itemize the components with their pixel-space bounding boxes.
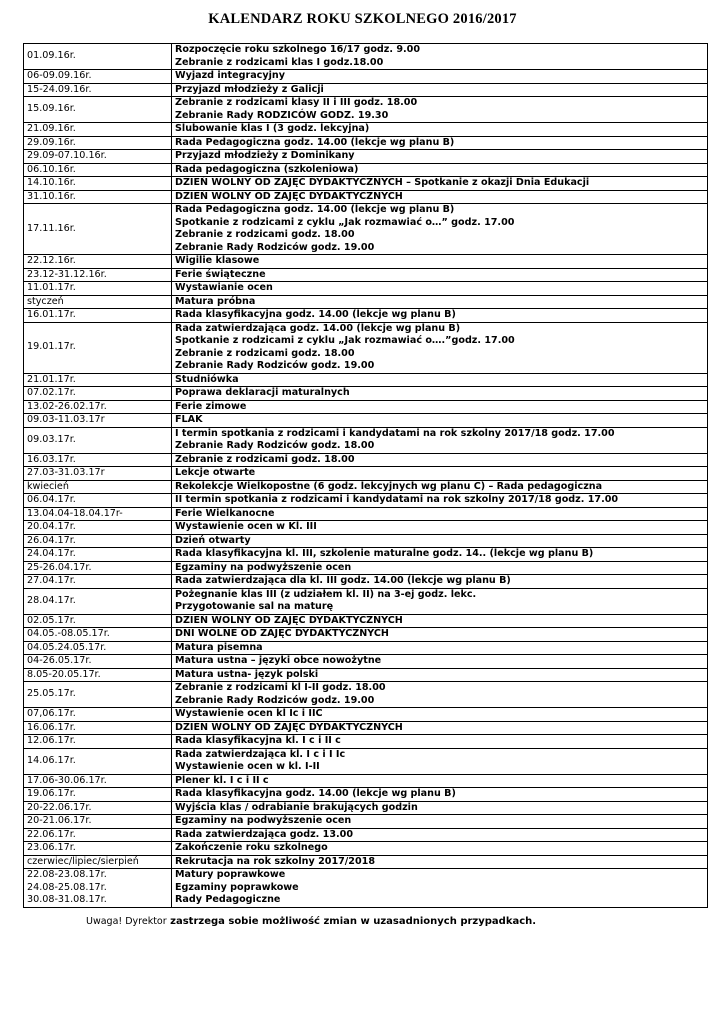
date-cell — [24, 815, 172, 829]
date-line: 12.06.17r. — [27, 735, 76, 746]
event-cell — [172, 83, 708, 97]
event-line: Rada pedagogiczna (szkoleniowa) — [175, 163, 359, 175]
event-line: Matura ustna – języki obce nowożytne — [175, 655, 382, 666]
date-cell — [24, 614, 172, 628]
table-row — [24, 309, 708, 323]
event-cell — [172, 721, 708, 735]
date-cell — [24, 655, 172, 669]
date-line: 07,06.17r. — [27, 708, 76, 719]
footer-note-lead: Uwaga! Dyrektor — [86, 916, 167, 927]
event-cell — [172, 295, 708, 309]
date-line: 06.10.16r. — [27, 163, 76, 175]
date-line: 15.09.16r. — [27, 103, 76, 115]
event-line: Wystawienie ocen w Kl. III — [175, 521, 317, 532]
table-row — [24, 682, 708, 708]
event-line: Przygotowanie sal na maturę — [175, 601, 334, 612]
event-cell — [172, 480, 708, 494]
date-cell — [24, 668, 172, 682]
date-cell — [24, 400, 172, 414]
date-line: 13.02-26.02.17r. — [27, 400, 107, 412]
event-line: Zebranie z rodzicami klas I godz.18.00 — [175, 56, 384, 68]
event-line: Rada klasyfikacyjna kl. I c i II c — [175, 735, 341, 746]
date-cell — [24, 163, 172, 177]
date-cell — [24, 774, 172, 788]
event-cell — [172, 588, 708, 614]
date-line: 20.04.17r. — [27, 521, 76, 532]
table-row — [24, 628, 708, 642]
event-line: Rada zatwierdzająca dla kl. III godz. 14.00 (lekcje wg planu B) — [175, 575, 511, 586]
date-cell — [24, 641, 172, 655]
table-row — [24, 190, 708, 204]
event-line: Rada Pedagogiczna godz. 14.00 (lekcje wg planu B) — [175, 136, 455, 148]
page-title: KALENDARZ ROKU SZKOLNEGO 2016/2017 — [208, 11, 517, 27]
date-line: 09.03-11.03.17r — [27, 414, 105, 425]
event-line: Matura próbna — [175, 295, 256, 307]
event-line: Rekolekcje Wielkopostne (6 godz. lekcyjnych wg planu Ć) – Rada pedagogiczna — [175, 480, 603, 492]
event-cell — [172, 123, 708, 137]
date-line: 01.09.16r. — [27, 50, 76, 62]
event-cell — [172, 521, 708, 535]
event-line: Egzaminy na podwyższenie ocen — [175, 561, 352, 573]
event-line: Zebranie z rodzicami klasy II i III godz. 18.00 — [175, 97, 418, 108]
date-line: 11.01.17r. — [27, 282, 76, 293]
date-line: 27.03-31.03.17r — [27, 467, 105, 478]
event-cell — [172, 561, 708, 575]
table-row — [24, 480, 708, 494]
date-line: 06-09.09.16r. — [27, 70, 92, 81]
date-line: styczeń — [27, 295, 64, 307]
table-row — [24, 588, 708, 614]
event-line: FLAK — [175, 414, 203, 425]
event-cell — [172, 414, 708, 428]
table-row — [24, 322, 708, 373]
event-cell — [172, 268, 708, 282]
footer-note-text: zastrzega sobie możliwość zmian w uzasadnionych przypadkach. — [166, 916, 537, 927]
event-line: I termin spotkania z rodzicami i kandydatami na rok szkolny 2017/18 godz. 17.00 — [175, 427, 615, 439]
event-line: Ferie zimowe — [175, 400, 247, 412]
date-cell — [24, 44, 172, 70]
date-line: 25.05.17r. — [27, 688, 76, 700]
date-cell — [24, 414, 172, 428]
table-row — [24, 255, 708, 269]
date-cell — [24, 136, 172, 150]
event-line: DZIEŃ WOLNY OD ZAJĘĆ DYDAKTYCZNYCH — [175, 190, 403, 202]
date-cell — [24, 295, 172, 309]
date-cell — [24, 282, 172, 296]
event-line: II termin spotkania z rodzicami i kandydatami na rok szkolny 2017/18 godz. 17.00 — [175, 494, 619, 505]
table-row — [24, 373, 708, 387]
date-line: 09.03.17r. — [27, 433, 76, 445]
event-line: Zebranie Rady Rodziców godz. 19.00 — [175, 694, 375, 706]
table-row — [24, 521, 708, 535]
event-line: Wigilie klasowe — [175, 255, 260, 266]
event-cell — [172, 373, 708, 387]
date-line: 04.05.-08.05.17r. — [27, 628, 110, 639]
table-row — [24, 204, 708, 255]
date-line: 21.09.16r. — [27, 123, 76, 134]
event-cell — [172, 668, 708, 682]
table-row — [24, 735, 708, 749]
event-cell — [172, 97, 708, 123]
date-line: 16.01.17r. — [27, 309, 76, 320]
event-cell — [172, 177, 708, 191]
date-cell — [24, 521, 172, 535]
date-cell — [24, 494, 172, 508]
date-line: 15-24.09.16r. — [27, 83, 92, 95]
date-line: 20-22.06.17r. — [27, 801, 92, 813]
date-line: 17.11.16r. — [27, 222, 76, 234]
event-cell — [172, 641, 708, 655]
table-row — [24, 44, 708, 70]
event-cell — [172, 309, 708, 323]
table-row — [24, 123, 708, 137]
date-cell — [24, 735, 172, 749]
event-cell — [172, 774, 708, 788]
date-cell — [24, 83, 172, 97]
date-cell — [24, 548, 172, 562]
date-cell — [24, 682, 172, 708]
date-line: 14.10.16r. — [27, 177, 76, 188]
event-line: Wyjazd integracyjny — [175, 70, 285, 81]
event-line: Wystawienie ocen kl Ic i IIC — [175, 708, 323, 719]
table-row — [24, 655, 708, 669]
event-line: Pożegnanie klas III (z udziałem kl. II) na 3-ej godz. lekc. — [175, 588, 477, 600]
table-row — [24, 295, 708, 309]
event-line: DZIEŃ WOLNY OD ZAJĘĆ DYDAKTYCZNYCH – Spotkanie z okazji Dnia Edukacji — [175, 177, 590, 188]
date-cell — [24, 828, 172, 842]
date-cell — [24, 801, 172, 815]
event-line: Rozpoczęcie roku szkolnego 16/17 godz. 9.00 — [175, 44, 421, 55]
event-cell — [172, 815, 708, 829]
event-line: Zebranie Rady Rodziców godz. 19.00 — [175, 360, 375, 371]
table-row — [24, 641, 708, 655]
table-row — [24, 136, 708, 150]
table-row — [24, 855, 708, 869]
date-cell — [24, 387, 172, 401]
event-line: Egzaminy poprawkowe — [175, 881, 299, 893]
event-line: DZIEN WOLNY OD ZAJĘĆ DYDAKTYCZNYCH — [175, 721, 403, 733]
table-row — [24, 614, 708, 628]
event-cell — [172, 387, 708, 401]
table-row — [24, 282, 708, 296]
date-line: 8.05-20.05.17r. — [27, 668, 101, 680]
table-row — [24, 400, 708, 414]
event-line: DZIEŃ WOLNY OD ZAJĘĆ DYDAKTYCZNYCH — [175, 614, 403, 626]
table-row — [24, 815, 708, 829]
table-row — [24, 721, 708, 735]
event-cell — [172, 801, 708, 815]
event-line: Wyjścia klas / odrabianie brakujących godzin — [175, 801, 418, 813]
event-cell — [172, 507, 708, 521]
event-cell — [172, 842, 708, 856]
event-line: Rada zatwierdzająca kl. I c i I Ic — [175, 748, 346, 760]
table-row — [24, 97, 708, 123]
date-line: 23.12-31.12.16r. — [27, 268, 107, 280]
calendar-body — [24, 44, 708, 908]
event-line: Przyjazd młodzieży z Dominikany — [175, 150, 355, 161]
event-line: Zebranie z rodzicami godz. 18.00 — [175, 347, 355, 359]
table-row — [24, 268, 708, 282]
event-cell — [172, 548, 708, 562]
date-line: 16.03.17r. — [27, 453, 76, 465]
date-cell — [24, 467, 172, 481]
event-cell — [172, 855, 708, 869]
date-line: 30.08-31.08.17r. — [27, 894, 107, 905]
date-line: 22.08-23.08.17r. — [27, 869, 107, 880]
date-cell — [24, 561, 172, 575]
event-cell — [172, 614, 708, 628]
date-line: 28.04.17r. — [27, 594, 76, 606]
table-row — [24, 467, 708, 481]
date-line: 07.02.17r. — [27, 387, 76, 398]
date-cell — [24, 123, 172, 137]
event-line: Matury poprawkowe — [175, 869, 286, 880]
event-line: Wystawienie ocen w kl. I-II — [175, 761, 320, 772]
table-row — [24, 163, 708, 177]
table-row — [24, 788, 708, 802]
event-line: Rada zatwierdzająca godz. 13.00 — [175, 828, 354, 840]
date-cell — [24, 869, 172, 908]
event-line: Egzaminy na podwyższenie ocen — [175, 815, 352, 826]
event-cell — [172, 204, 708, 255]
date-line: kwiecień — [27, 480, 69, 492]
event-line: Spotkanie z rodzicami z cyklu „Jak rozmawiać o….”godz. 17.00 — [175, 335, 515, 346]
date-cell — [24, 427, 172, 453]
table-row — [24, 575, 708, 589]
date-line: 22.12.16r. — [27, 255, 76, 266]
date-line: 02.05.17r. — [27, 614, 76, 626]
event-line: Dzień otwarty — [175, 534, 251, 546]
table-row — [24, 548, 708, 562]
event-line: Wystawianie ocen — [175, 282, 273, 293]
date-line: 26.04.17r. — [27, 534, 76, 546]
date-cell — [24, 70, 172, 84]
table-row — [24, 414, 708, 428]
event-cell — [172, 628, 708, 642]
event-cell — [172, 400, 708, 414]
event-cell — [172, 735, 708, 749]
date-cell — [24, 628, 172, 642]
event-cell — [172, 575, 708, 589]
table-row — [24, 83, 708, 97]
date-cell — [24, 748, 172, 774]
event-cell — [172, 163, 708, 177]
date-line: 17.06-30.06.17r. — [27, 774, 107, 786]
date-cell — [24, 480, 172, 494]
date-cell — [24, 268, 172, 282]
date-cell — [24, 453, 172, 467]
event-cell — [172, 150, 708, 164]
table-row — [24, 70, 708, 84]
table-row — [24, 177, 708, 191]
date-line: 31.10.16r. — [27, 190, 76, 202]
event-cell — [172, 190, 708, 204]
event-line: Przyjazd młodzieży z Galicji — [175, 83, 324, 95]
date-cell — [24, 575, 172, 589]
event-line: Plener kl. I c i II c — [175, 774, 269, 786]
date-line: 04-26.05.17r. — [27, 655, 92, 666]
event-line: Zebranie z rodzicami kl I-II godz. 18.00 — [175, 682, 386, 693]
date-line: 22.06.17r. — [27, 828, 76, 840]
table-row — [24, 801, 708, 815]
date-line: 21.01.17r. — [27, 373, 76, 385]
date-line: 24.04.17r. — [27, 548, 76, 559]
event-line: Matura pisemna — [175, 641, 263, 653]
date-line: 16.06.17r. — [27, 721, 76, 733]
event-cell — [172, 655, 708, 669]
date-cell — [24, 507, 172, 521]
event-cell — [172, 748, 708, 774]
event-line: Rada klasyfikacyjna kl. III, szkolenie maturalne godz. 14.. (lekcje wg planu B) — [175, 548, 594, 559]
table-row — [24, 534, 708, 548]
date-cell — [24, 309, 172, 323]
date-cell — [24, 788, 172, 802]
event-line: Ferie Wielkanocne — [175, 507, 275, 519]
date-line: 27.04.17r. — [27, 575, 76, 586]
event-line: Zebranie Rady RODZICÓW GODZ. 19.30 — [175, 109, 389, 121]
footer-note — [86, 916, 536, 927]
event-cell — [172, 427, 708, 453]
date-cell — [24, 255, 172, 269]
date-cell — [24, 534, 172, 548]
event-line: DNI WOLNE OD ZAJĘĆ DYDAKTYCZNYCH — [175, 628, 389, 639]
date-cell — [24, 588, 172, 614]
table-row — [24, 507, 708, 521]
table-row — [24, 748, 708, 774]
date-cell — [24, 177, 172, 191]
event-cell — [172, 70, 708, 84]
date-line: 19.06.17r. — [27, 788, 76, 799]
event-line: Zebranie Rady Rodziców godz. 19.00 — [175, 241, 375, 253]
table-row — [24, 150, 708, 164]
event-line: Ferie świąteczne — [175, 268, 266, 280]
event-line: Rada zatwierdzająca godz. 14.00 (lekcje wg planu B) — [175, 322, 461, 334]
table-row — [24, 708, 708, 722]
event-cell — [172, 136, 708, 150]
table-row — [24, 561, 708, 575]
date-cell — [24, 708, 172, 722]
date-line: czerwiec/lipiec/sierpień — [27, 855, 139, 867]
date-cell — [24, 204, 172, 255]
date-line: 20-21.06.17r. — [27, 815, 92, 826]
event-cell — [172, 534, 708, 548]
event-cell — [172, 453, 708, 467]
event-line: Rada klasyfikacyjna godz. 14.00 (lekcje wg planu B) — [175, 788, 456, 799]
event-cell — [172, 828, 708, 842]
event-line: Zebranie z rodzicami godz. 18.00 — [175, 229, 355, 240]
date-line: 29.09-07.10.16r. — [27, 150, 107, 161]
date-line: 19.01.17r. — [27, 341, 76, 353]
event-cell — [172, 44, 708, 70]
event-line: Zakończenie roku szkolnego — [175, 842, 328, 853]
event-line: Zebranie Rady Rodziców godz. 18.00 — [175, 440, 375, 451]
date-line: 06.04.17r. — [27, 494, 76, 505]
event-cell — [172, 788, 708, 802]
event-line: Rekrutacja na rok szkolny 2017/2018 — [175, 855, 375, 867]
event-cell — [172, 494, 708, 508]
event-cell — [172, 682, 708, 708]
event-line: Ślubowanie klas I (3 godz. lekcyjna) — [175, 123, 370, 134]
event-line: Studniówka — [175, 373, 239, 385]
event-line: Zebranie z rodzicami godz. 18.00 — [175, 453, 355, 465]
date-line: 24.08-25.08.17r. — [27, 881, 107, 893]
table-row — [24, 774, 708, 788]
table-row — [24, 842, 708, 856]
event-line: Rada Pedagogiczna godz. 14.00 (lekcje wg planu B) — [175, 204, 455, 215]
date-cell — [24, 842, 172, 856]
date-line: 14.06.17r. — [27, 754, 76, 766]
event-cell — [172, 282, 708, 296]
date-cell — [24, 97, 172, 123]
table-row — [24, 494, 708, 508]
event-cell — [172, 708, 708, 722]
date-line: 29.09.16r. — [27, 136, 76, 148]
date-cell — [24, 855, 172, 869]
calendar-table — [23, 43, 708, 908]
date-cell — [24, 721, 172, 735]
table-row — [24, 869, 708, 908]
event-line: Poprawa deklaracji maturalnych — [175, 387, 350, 398]
table-row — [24, 387, 708, 401]
event-line: Lekcje otwarte — [175, 467, 256, 478]
date-line: 23.06.17r. — [27, 842, 76, 853]
date-cell — [24, 190, 172, 204]
date-cell — [24, 373, 172, 387]
event-line: Matura ustna- język polski — [175, 668, 319, 680]
table-row — [24, 453, 708, 467]
event-cell — [172, 255, 708, 269]
event-cell — [172, 322, 708, 373]
event-line: Rady Pedagogiczne — [175, 894, 281, 905]
date-line: 04.05.24.05.17r. — [27, 641, 107, 653]
event-cell — [172, 467, 708, 481]
date-cell — [24, 150, 172, 164]
date-line: 25-26.04.17r. — [27, 561, 92, 573]
table-row — [24, 668, 708, 682]
event-line: Spotkanie z rodzicami z cyklu „Jak rozmawiać o…” godz. 17.00 — [175, 216, 515, 228]
table-row — [24, 427, 708, 453]
date-line: 13.04.04-18.04.17r- — [27, 507, 123, 519]
date-cell — [24, 322, 172, 373]
event-cell — [172, 869, 708, 908]
event-line: Rada klasyfikacyjna godz. 14.00 (lekcje wg planu B) — [175, 309, 456, 320]
table-row — [24, 828, 708, 842]
